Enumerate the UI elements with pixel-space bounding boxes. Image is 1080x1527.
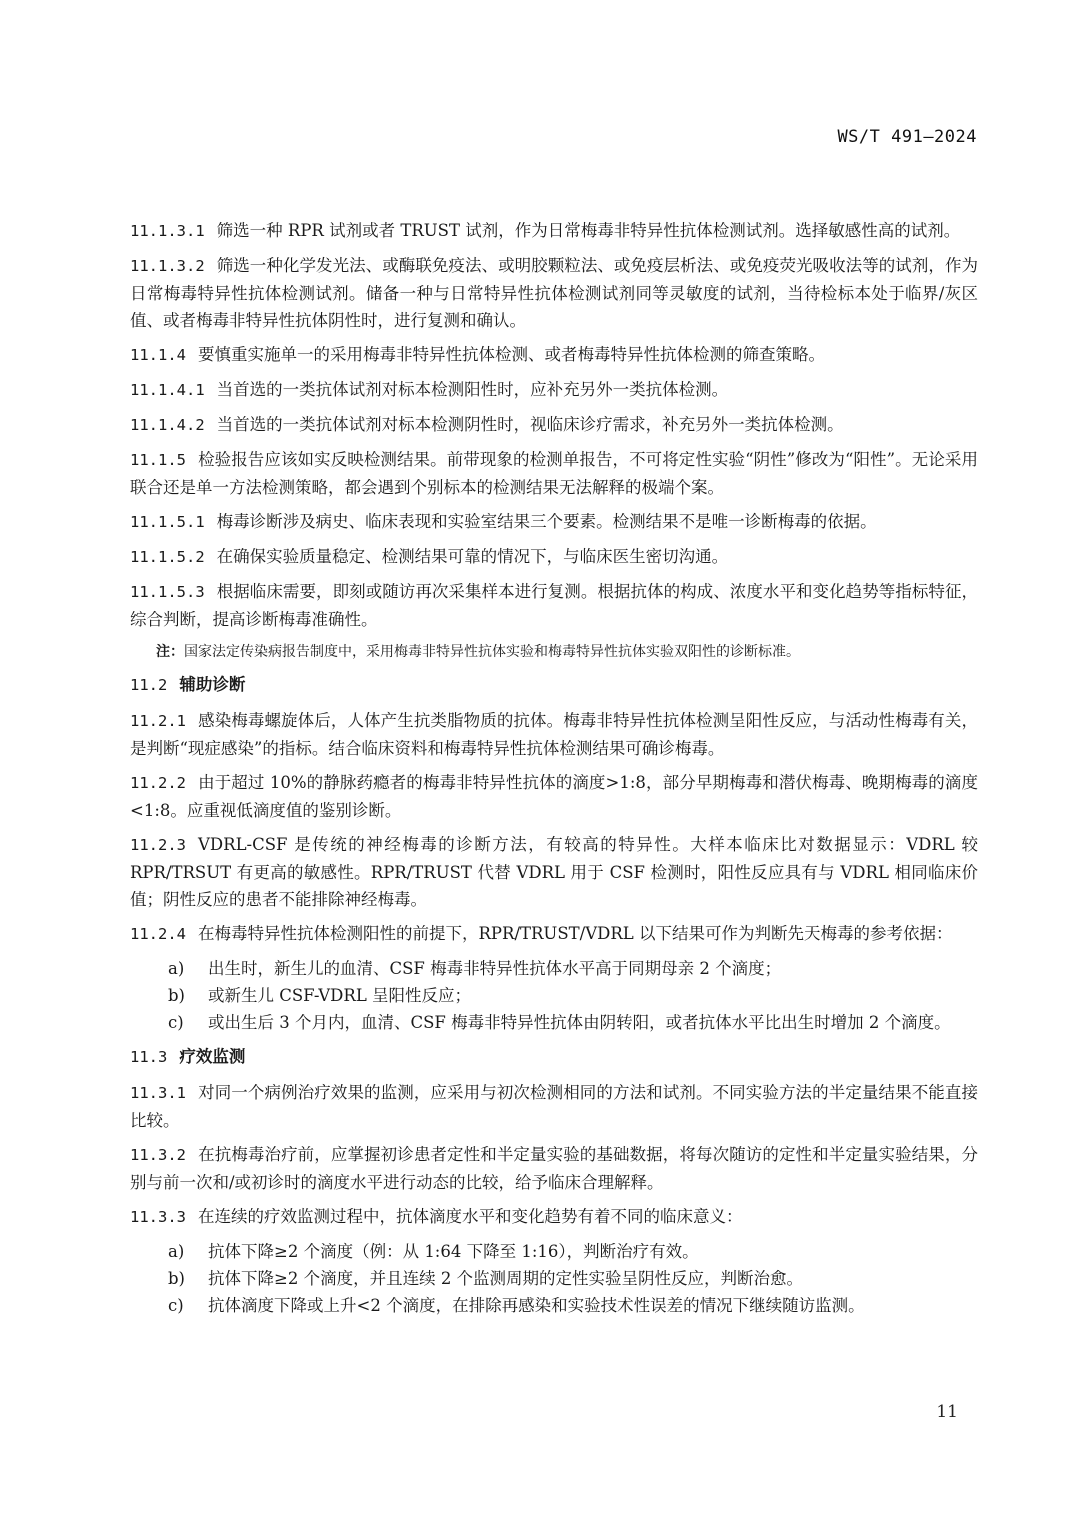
clause-text: 筛选一种化学发光法、或酶联免疫法、或明胶颗粒法、或免疫层析法、或免疫荧光吸收法等的试剂，作为日常梅毒特异性抗体检测试剂。储备一种与日常特异性抗体检测试剂同等灵敏度的试剂，当待检标本处于临界/灰区值、或者梅毒非特异性抗体阴性时，进行复测和确认。 xyxy=(130,256,978,330)
section-title: 疗效监测 xyxy=(179,1047,246,1066)
congenital-criteria-list xyxy=(130,955,978,1036)
list-marker: b) xyxy=(168,1269,185,1288)
monitoring-criteria-list xyxy=(130,1238,978,1319)
page-content xyxy=(130,217,978,1326)
list-item xyxy=(130,982,978,1009)
clause-11-3-1 xyxy=(130,1079,978,1134)
clause-text: 检验报告应该如实反映检测结果。前带现象的检测单报告，不可将定性实验“阴性”修改为“阳性”。无论采用联合还是单一方法检测策略，都会遇到个别标本的检测结果无法解释的极端个案。 xyxy=(130,450,978,497)
standard-code: WS/T 491—2024 xyxy=(837,127,977,147)
clause-11-2-1 xyxy=(130,707,978,762)
clause-number: 11.1.4 xyxy=(130,346,186,364)
section-number: 11.2 xyxy=(130,676,168,694)
clause-number: 11.1.5.2 xyxy=(130,548,205,566)
list-item-text: 或出生后 3 个月内，血清、CSF 梅毒非特异性抗体由阴转阳，或者抗体水平比出生时增加 2 个滴度。 xyxy=(208,1013,951,1032)
list-item-text: 或新生儿 CSF-VDRL 呈阳性反应； xyxy=(208,986,472,1005)
clause-number: 11.3.2 xyxy=(130,1146,186,1164)
clause-text: 由于超过 10%的静脉药瘾者的梅毒非特异性抗体的滴度>1:8，部分早期梅毒和潜伏梅毒、晚期梅毒的滴度<1:8。应重视低滴度值的鉴别诊断。 xyxy=(130,773,978,820)
clause-11-3-3 xyxy=(130,1203,978,1231)
clause-text: 当首选的一类抗体试剂对标本检测阴性时，视临床诊疗需求，补充另外一类抗体检测。 xyxy=(216,415,844,434)
clause-11-1-5-2 xyxy=(130,543,978,571)
clause-number: 11.3.3 xyxy=(130,1208,186,1226)
clause-11-1-3-2 xyxy=(130,252,978,334)
clause-number: 11.1.3.1 xyxy=(130,222,205,240)
clause-11-2-4 xyxy=(130,920,978,948)
clause-text: 在抗梅毒治疗前，应掌握初诊患者定性和半定量实验的基础数据，将每次随访的定性和半定量实验结果，分别与前一次和/或初诊时的滴度水平进行动态的比较，给予临床合理解释。 xyxy=(130,1145,978,1192)
list-marker: b) xyxy=(168,986,185,1005)
section-title: 辅助诊断 xyxy=(179,675,246,694)
clause-number: 11.1.4.2 xyxy=(130,416,205,434)
list-item-text: 出生时，新生儿的血清、CSF 梅毒非特异性抗体水平高于同期母亲 2 个滴度； xyxy=(208,959,782,978)
clause-text: 在连续的疗效监测过程中，抗体滴度水平和变化趋势有着不同的临床意义： xyxy=(198,1207,743,1226)
list-marker: c) xyxy=(168,1296,184,1315)
section-number: 11.3 xyxy=(130,1048,168,1066)
clause-11-1-5 xyxy=(130,446,978,501)
clause-number: 11.1.5 xyxy=(130,451,186,469)
list-marker: a) xyxy=(168,1242,185,1261)
section-heading-11-3 xyxy=(130,1043,978,1071)
clause-text: 当首选的一类抗体试剂对标本检测阳性时，应补充另外一类抗体检测。 xyxy=(216,380,729,399)
clause-text: 对同一个病例治疗效果的监测，应采用与初次检测相同的方法和试剂。不同实验方法的半定量结果不能直接比较。 xyxy=(130,1083,978,1130)
clause-text: 在确保实验质量稳定、检测结果可靠的情况下，与临床医生密切沟通。 xyxy=(216,547,729,566)
list-item xyxy=(130,1265,978,1292)
clause-11-2-2 xyxy=(130,769,978,824)
clause-number: 11.3.1 xyxy=(130,1084,186,1102)
list-item xyxy=(130,955,978,982)
clause-number: 11.2.4 xyxy=(130,925,186,943)
list-marker: a) xyxy=(168,959,185,978)
list-marker: c) xyxy=(168,1013,184,1032)
note-text: 国家法定传染病报告制度中，采用梅毒非特异性抗体实验和梅毒特异性抗体实验双阳性的诊断标准。 xyxy=(184,644,800,660)
list-item-text: 抗体下降≥2 个滴度，并且连续 2 个监测周期的定性实验呈阴性反应，判断治愈。 xyxy=(208,1269,804,1288)
clause-text: 要慎重实施单一的采用梅毒非特异性抗体检测、或者梅毒特异性抗体检测的筛查策略。 xyxy=(198,345,825,364)
clause-number: 11.1.4.1 xyxy=(130,381,205,399)
clause-text: 在梅毒特异性抗体检测阳性的前提下，RPR/TRUST/VDRL 以下结果可作为判断先天梅毒的参考依据： xyxy=(198,924,953,943)
clause-11-1-4-2 xyxy=(130,411,978,439)
clause-text: 根据临床需要，即刻或随访再次采集样本进行复测。根据抗体的构成、浓度水平和变化趋势等指标特征，综合判断，提高诊断梅毒准确性。 xyxy=(130,582,978,629)
clause-text: 梅毒诊断涉及病史、临床表现和实验室结果三个要素。检测结果不是唯一诊断梅毒的依据。 xyxy=(216,512,877,531)
list-item-text: 抗体滴度下降或上升<2 个滴度，在排除再感染和实验技术性误差的情况下继续随访监测。 xyxy=(208,1296,865,1315)
section-heading-11-2 xyxy=(130,671,978,699)
note xyxy=(156,640,978,664)
clause-number: 11.1.5.1 xyxy=(130,513,205,531)
clause-text: VDRL-CSF 是传统的神经梅毒的诊断方法，有较高的特异性。大样本临床比对数据显示：VDRL 较 RPR/TRSUT 有更高的敏感性。RPR/TRUST 代替 VDRL 用于 CSF 检测时，阳性反应具有与 VDRL 相同临床价值；阴性反应的患者不能排除神经梅毒。 xyxy=(130,835,978,909)
clause-11-1-5-1 xyxy=(130,508,978,536)
clause-11-1-5-3 xyxy=(130,578,978,633)
clause-11-3-2 xyxy=(130,1141,978,1196)
clause-number: 11.2.2 xyxy=(130,774,186,792)
list-item xyxy=(130,1009,978,1036)
clause-number: 11.2.3 xyxy=(130,836,186,854)
clause-text: 筛选一种 RPR 试剂或者 TRUST 试剂，作为日常梅毒非特异性抗体检测试剂。选择敏感性高的试剂。 xyxy=(216,221,961,240)
list-item xyxy=(130,1292,978,1319)
clause-11-1-3-1 xyxy=(130,217,978,245)
clause-11-2-3 xyxy=(130,831,978,913)
page-number: 11 xyxy=(936,1402,958,1422)
list-item-text: 抗体下降≥2 个滴度（例：从 1:64 下降至 1:16），判断治疗有效。 xyxy=(208,1242,699,1261)
clause-number: 11.1.3.2 xyxy=(130,257,205,275)
clause-11-1-4-1 xyxy=(130,376,978,404)
clause-11-1-4 xyxy=(130,341,978,369)
list-item xyxy=(130,1238,978,1265)
note-label: 注： xyxy=(156,644,184,660)
clause-number: 11.1.5.3 xyxy=(130,583,205,601)
clause-text: 感染梅毒螺旋体后，人体产生抗类脂物质的抗体。梅毒非特异性抗体检测呈阳性反应，与活动性梅毒有关，是判断“现症感染”的指标。结合临床资料和梅毒特异性抗体检测结果可确诊梅毒。 xyxy=(130,711,978,758)
clause-number: 11.2.1 xyxy=(130,712,186,730)
